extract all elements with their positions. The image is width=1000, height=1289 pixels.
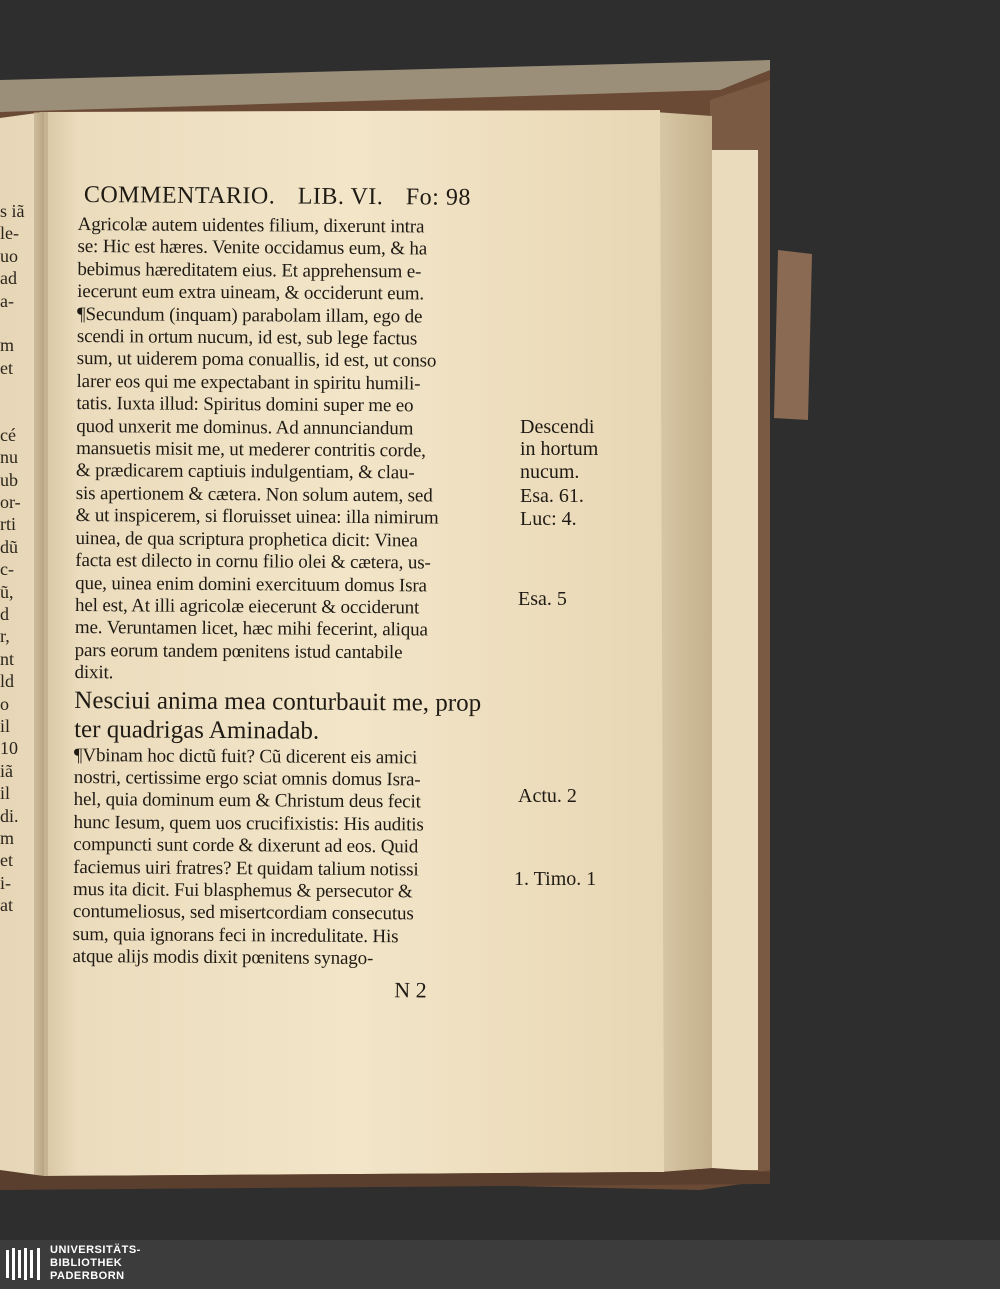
text-line: nostri, certissime ergo sciat omnis domus Isra-: [73, 766, 421, 791]
left-page-fragment: di.: [0, 805, 19, 826]
left-page-fragment: c-: [0, 559, 14, 580]
left-page-fragment: at: [0, 895, 13, 916]
left-page-fragment: 10: [0, 738, 18, 759]
text-line: hunc Iesum, quem uos crucifixistis: His auditis: [73, 811, 424, 836]
verse-line: ter quadrigas Aminadab.: [74, 715, 320, 745]
text-line: bebimus hæreditatem eius. Et apprehensum e-: [77, 258, 422, 283]
left-page-fragment: d: [0, 604, 9, 625]
marginal-note-line: Descendi: [520, 416, 595, 438]
text-line: tatis. Iuxta illud: Spiritus domini super me eo: [76, 393, 414, 417]
left-page-fragment: m: [0, 335, 15, 356]
signature-mark: N 2: [394, 976, 427, 1003]
text-line: uinea, de qua scriptura prophetica dicit: Vinea: [75, 527, 418, 552]
left-page-fragment: ub: [0, 469, 18, 490]
left-page-text-fragments: [0, 200, 36, 917]
text-line: mus ita dicit. Fui blasphemus & persecutor &: [72, 878, 413, 903]
library-footer-bar: [0, 1240, 1000, 1289]
text-line: sum, ut uiderem poma conuallis, id est, ut conso: [76, 348, 437, 372]
text-block-2: [72, 745, 514, 972]
running-head-book: LIB. VI.: [297, 183, 384, 211]
marginal-note-esa-61: Esa. 61.: [520, 485, 584, 507]
text-line: mansuetis misit me, ut mederer contritis corde,: [76, 438, 426, 462]
left-page-fragment: i-: [0, 872, 11, 893]
left-page-fragment: le-: [0, 223, 19, 244]
left-page-fragment: [0, 312, 36, 334]
marginal-note-line: nucum.: [520, 460, 580, 483]
verse-quotation: [74, 687, 514, 746]
institution-name: [50, 1244, 141, 1283]
left-page-fragment: ad: [0, 268, 17, 289]
running-head: [84, 178, 518, 215]
left-page-fragment: ũ,: [0, 581, 14, 602]
marginal-note-luc-4: Luc: 4.: [520, 508, 577, 530]
left-page-fragment: iã: [0, 760, 13, 781]
marginal-note-timo-1: 1. Timo. 1: [514, 868, 597, 890]
left-page-fragment: cé: [0, 424, 16, 445]
marginal-note-actu-2: Actu. 2: [518, 785, 577, 807]
text-line: sum, quia ignorans feci in incredulitate. His: [72, 923, 399, 948]
text-line: dixit.: [74, 662, 114, 684]
text-line: ¶Vbinam hoc dictũ fuit? Cũ dicerent eis amici: [73, 744, 418, 768]
left-page-fragment: rti: [0, 514, 16, 535]
text-line: & prædicarem captiuis indulgentiam, & clau-: [75, 460, 415, 484]
running-head-title: COMMENTARIO.: [83, 182, 276, 210]
text-line: pars eorum tandem pœnitens istud cantabile: [74, 639, 403, 663]
left-page-fragment: o: [0, 693, 9, 714]
left-page-fragment: dũ: [0, 536, 18, 557]
text-line: iecerunt eum extra uineam, & occiderunt eum.: [77, 281, 425, 305]
text-line: contumeliosus, sed misertcordiam consecutus: [72, 901, 414, 925]
left-page-fragment: il: [0, 783, 11, 804]
text-line: larer eos qui me expectabant in spiritu humili-: [76, 370, 421, 395]
left-page-fragment: uo: [0, 245, 18, 266]
text-line: se: Hic est hæres. Venite occidamus eum, & ha: [77, 236, 428, 260]
text-line: compuncti sunt corde & dixerunt ad eos. Quid: [73, 834, 419, 858]
text-line: & ut inspicerem, si floruisset uinea: illa nimirum: [75, 505, 439, 529]
left-page-fragment: et: [0, 850, 13, 871]
left-page-fragment: [0, 402, 36, 424]
text-line: facta est dilecto in cornu filio olei & cætera, us-: [75, 550, 431, 574]
text-line: Agricolæ autem uidentes filium, dixerunt intra: [77, 213, 425, 238]
left-page-fragment: a-: [0, 290, 14, 311]
left-page-fragment: s iã: [0, 201, 25, 221]
text-line: que, uinea enim domini exercituum domus Isra: [75, 572, 427, 596]
text-line: sis apertionem & cætera. Non solum autem, sed: [75, 482, 433, 507]
marginal-note-line: in hortum: [520, 438, 599, 461]
left-page-fragment: ld: [0, 671, 15, 692]
institution-name-line: UNIVERSITÄTS-: [50, 1244, 141, 1256]
library-logo-icon: [4, 1246, 44, 1282]
text-line: ¶Secundum (inquam) parabolam illam, ego de: [76, 303, 423, 328]
left-page-fragment: nt: [0, 648, 15, 669]
left-page-fragment: il: [0, 715, 11, 736]
marginal-note-esa-5: Esa. 5: [518, 588, 567, 610]
institution-name-line: BIBLIOTHEK: [50, 1257, 123, 1269]
verse-line: Nesciui anima mea conturbauit me, prop: [74, 686, 482, 717]
folio-number: Fo: 98: [405, 184, 471, 211]
right-page-text: [72, 178, 518, 1004]
text-line: atque alijs modis dixit pœnitens synago-: [72, 946, 374, 970]
text-line: hel est, At illi agricolæ eiecerunt & occiderunt: [74, 594, 420, 619]
text-line: scendi in ortum nucum, id est, sub lege factus: [76, 326, 418, 350]
text-line: faciemus uiri fratres? Et quidam talium notissi: [73, 856, 419, 880]
institution-name-line: PADERBORN: [50, 1270, 125, 1282]
left-page-fragment: et: [0, 357, 13, 378]
left-page-fragment: r,: [0, 626, 10, 647]
text-line: me. Veruntamen licet, hæc mihi fecerint, aliqua: [74, 617, 428, 641]
text-line: hel, quia dominum eum & Christum deus fecit: [73, 789, 421, 813]
text-line: quod unxerit me dominus. Ad annunciandum: [76, 415, 414, 440]
text-block-1: [74, 214, 517, 688]
left-page-fragment: nu: [0, 447, 18, 468]
left-page-fragment: [0, 379, 36, 401]
marginal-note-descendi: [520, 416, 598, 483]
left-page-fragment: or-: [0, 492, 21, 513]
left-page-fragment: m: [0, 827, 15, 848]
